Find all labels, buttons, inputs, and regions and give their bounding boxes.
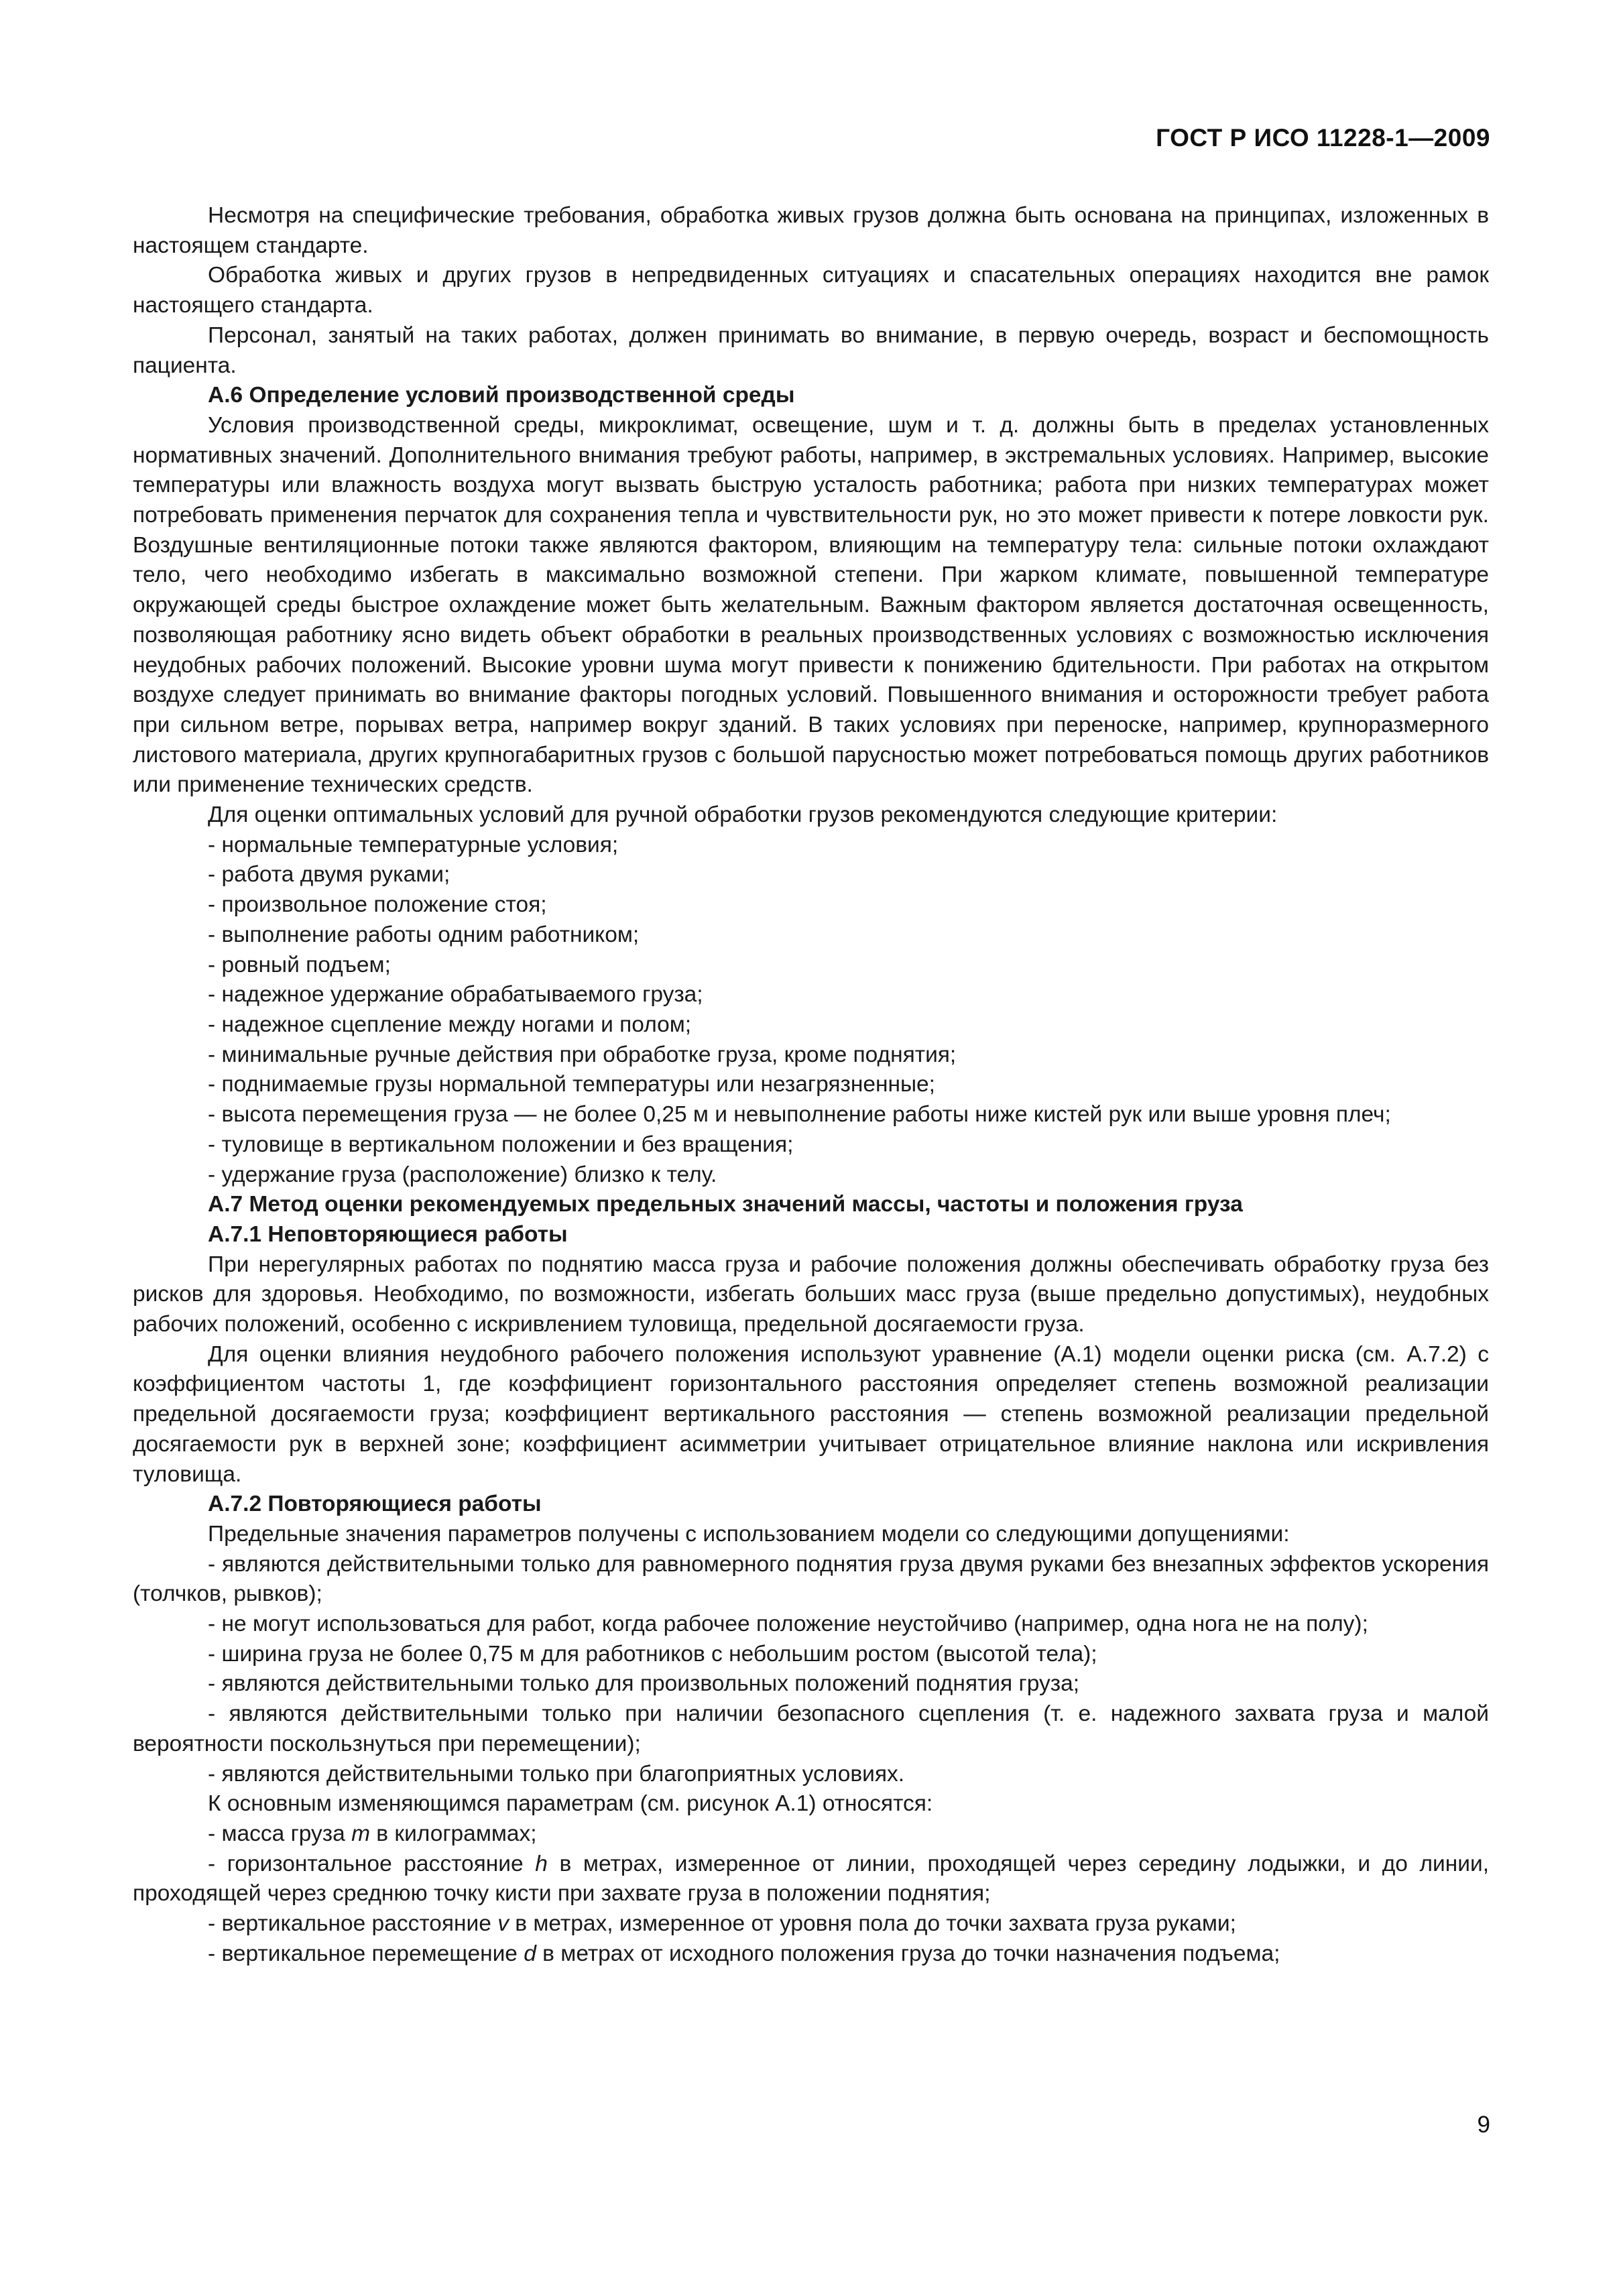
list-item: - выполнение работы одним работником;	[208, 922, 640, 947]
list-item: - являются действительными только для произвольных положений поднятия груза;	[208, 1671, 1080, 1697]
section-heading: А.7.2 Повторяющиеся работы	[208, 1492, 542, 1517]
paragraph: Предельные значения параметров получены с использованием модели со следующими допущениями:	[208, 1521, 1290, 1547]
text-segment: в метрах, измеренное от линии, проходящей через середину лодыжки, и до линии, проходящей через среднюю точку кисти при захвате груза в положении поднятия;	[133, 1851, 1489, 1907]
document-code-header: ГОСТ Р ИСО 11228-1—2009	[1156, 124, 1490, 152]
section-heading: А.7 Метод оценки рекомендуемых предельных значений массы, частоты и положения груза	[208, 1192, 1243, 1217]
text-segment: в килограммах;	[370, 1821, 537, 1846]
variable-symbol: h	[535, 1851, 548, 1876]
variable-symbol: v	[497, 1911, 509, 1937]
list-item: - минимальные ручные действия при обработке груза, кроме поднятия;	[208, 1042, 957, 1067]
list-item	[133, 1909, 1489, 1939]
paragraph: Несмотря на специфические требования, обработка живых грузов должна быть основана на принципах, изложенных в настоящем стандарте.	[133, 203, 1489, 258]
list-item: - не могут использоваться для работ, когда рабочее положение неустойчиво (например, одна нога не на полу);	[208, 1612, 1368, 1637]
list-item: - являются действительными только при благоприятных условиях.	[208, 1761, 905, 1787]
variable-symbol: d	[524, 1941, 536, 1966]
text-segment: - вертикальное расстояние	[208, 1911, 498, 1937]
paragraph: Условия производственной среды, микроклимат, освещение, шум и т. д. должны быть в пределах установленных нормативных значений. Дополнительного внимания требуют работы, например, в экстремальных условиях. Например, высокие температуры или влажность воздуха могут вызвать быструю усталость работника; работа при низких температурах может потребовать применения перчаток для сохранения тепла и чувствительности рук, но это может привести к потере ловкости рук. Воздушные вентиляционные потоки также являются фактором, влияющим на температуру тела: сильные потоки охлаждают тело, чего необходимо избегать в максимально возможной степени. При жарком климате, повышенной температуре окружающей среды быстрое охлаждение может быть желательным. Важным фактором является достаточная освещенность, позволяющая работнику ясно видеть объект обработки в реальных производственных условиях с возможностью исключения неудобных рабочих положений. Высокие уровни шума могут привести к понижению бдительности. При работах на открытом воздухе следует принимать во внимание факторы погодных условий. Повышенного внимания и осторожности требует работа при сильном ветре, порывах ветра, например вокруг зданий. В таких условиях при переноске, например, крупноразмерного листового материала, других крупногабаритных грузов с большой парусностью может потребоваться помощь других работников или применение технических средств.	[133, 412, 1489, 798]
list-item: - туловище в вертикальном положении и без вращения;	[208, 1132, 794, 1157]
list-item	[133, 1939, 1489, 1970]
section-heading: А.6 Определение условий производственной среды	[208, 383, 795, 408]
list-item: - надежное сцепление между ногами и полом;	[208, 1012, 692, 1037]
text-segment: в метрах, измеренное от уровня пола до точки захвата груза руками;	[508, 1911, 1236, 1937]
section-heading: А.7.1 Неповторяющиеся работы	[208, 1221, 568, 1247]
list-item: - нормальные температурные условия;	[208, 832, 619, 857]
list-item	[133, 1819, 1489, 1850]
list-item: - надежное удержание обрабатываемого груза;	[208, 982, 703, 1008]
paragraph: К основным изменяющимся параметрам (см. рисунок А.1) относятся:	[208, 1791, 933, 1817]
paragraph: Для оценки оптимальных условий для ручной обработки грузов рекомендуются следующие критерии:	[208, 802, 1278, 828]
list-item: - являются действительными только при наличии безопасного сцепления (т. е. надежного захвата груза и малой вероятности поскользнуться при перемещении);	[133, 1701, 1489, 1756]
list-item: - произвольное положение стоя;	[208, 892, 547, 918]
text-segment: - горизонтальное расстояние	[208, 1851, 536, 1876]
list-item: - являются действительными только для равномерного поднятия груза двумя руками без внезапных эффектов ускорения (толчков, рывков);	[133, 1551, 1489, 1607]
list-item: - удержание груза (расположение) близко к телу.	[208, 1162, 717, 1187]
list-item: - ширина груза не более 0,75 м для работников с небольшим ростом (высотой тела);	[208, 1641, 1097, 1667]
list-item	[133, 1850, 1489, 1909]
list-item: - поднимаемые грузы нормальной температуры или незагрязненные;	[208, 1072, 935, 1097]
variable-symbol: m	[351, 1821, 370, 1846]
text-segment: - масса груза	[208, 1821, 352, 1846]
paragraph: При нерегулярных работах по поднятию масса груза и рабочие положения должны обеспечивать обработку груза без рисков для здоровья. Необходимо, по возможности, избегать больших масс груза (выше предельно допустимых), неудобных рабочих положений, особенно с искривлением туловища, предельной досягаемости груза.	[133, 1252, 1489, 1337]
list-item: - высота перемещения груза — не более 0,25 м и невыполнение работы ниже кистей рук или выше уровня плеч;	[208, 1102, 1391, 1128]
paragraph: Для оценки влияния неудобного рабочего положения используют уравнение (А.1) модели оценки риска (см. А.7.2) с коэффициентом частоты 1, где коэффициент горизонтального расстояния определяет степень возможной реализации предельной досягаемости груза; коэффициент вертикального расстояния — степень возможной реализации предельной досягаемости рук в верхней зоне; коэффициент асимметрии учитывает отрицательное влияние наклона или искривления туловища.	[133, 1341, 1489, 1487]
paragraph: Обработка живых и других грузов в непредвиденных ситуациях и спасательных операциях находится вне рамок настоящего стандарта.	[133, 263, 1489, 318]
list-item: - ровный подъем;	[208, 952, 391, 977]
page-number: 9	[1477, 2112, 1490, 2138]
text-segment: - вертикальное перемещение	[208, 1941, 524, 1966]
list-item: - работа двумя руками;	[208, 862, 450, 888]
paragraph: Персонал, занятый на таких работах, должен принимать во внимание, в первую очередь, возраст и беспомощность пациента.	[133, 322, 1489, 378]
text-segment: в метрах от исходного положения груза до точки назначения подъема;	[536, 1941, 1280, 1966]
document-body	[133, 201, 1489, 1969]
